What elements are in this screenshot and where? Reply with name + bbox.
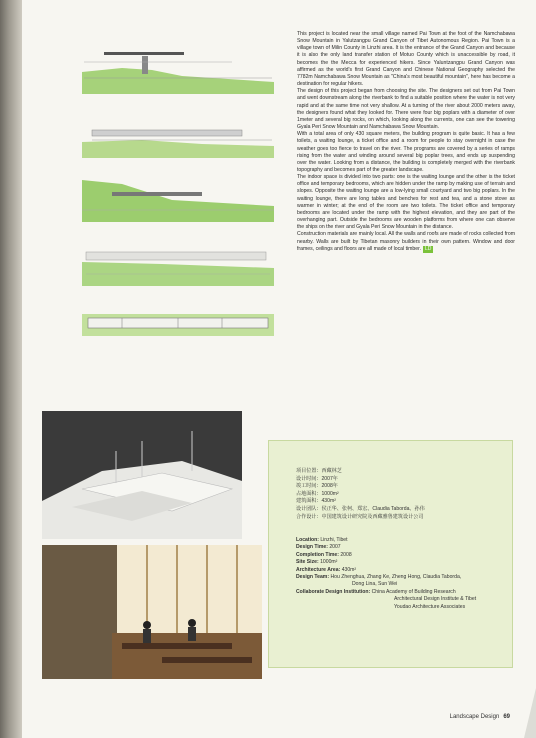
elevation-drawing-5 xyxy=(82,298,274,350)
page-footer xyxy=(450,714,510,720)
en-collaborate-cont-2: Youdao Architecture Associates xyxy=(394,603,466,610)
project-info-english xyxy=(296,537,506,611)
page-corner-decoration xyxy=(524,688,536,738)
en-collaborate-cont-1: Architectural Design Institute & Tibet xyxy=(394,596,477,603)
cn-architecture-area: 建筑面积：430m² xyxy=(296,498,336,505)
cn-location: 项目位置：西藏林芝 xyxy=(296,468,342,474)
en-design-team-cont: Dong Lina, Sun Wei xyxy=(352,581,398,588)
en-completion-time: Completion Time: 2008 xyxy=(296,551,352,558)
paragraph-5-text: Construction materials are mainly local. All the walls and roofs are made of rocks collected from nearby. Walls are built by Tibetan masonry builders in their own pattern. Window and door frames, ceilings and floors are all made of local timber. xyxy=(297,231,515,252)
elevation-drawing-3 xyxy=(82,170,274,222)
paragraph-2: The design of this project began from choosing the site. The designers set out from Pai Town and went downstream along the riverbank to find a suitable position where the water is not very rapid and at the same time not very shallow. At a turning of the river about 2000 meters away, the designers found what they looked for. There were four big poplars with a diameter of over 1meter and several big rocks, on which, looking along the currents, one can see the towering Gyala Peri Snow Mountain and Namchabawa Snow Mountain. xyxy=(297,88,515,131)
en-architecture-area: Architecture Area: 430m² xyxy=(296,566,357,573)
paragraph-1: This project is located near the small village named Pai Town at the foot of the Namchabawa Snow Mountain in Yalutzangpu Grand Canyon of Tibet Autonomous Region. Pai Town is a village town of Milin County in Linzhi area. It is the entrance of the Grand Canyon and because it is also the only land transfer station of Motuo County which is unaccessible by road, it becomes the the Mecca for experienced hikers. Since Yaluntzangpu Grand Canyon was affirmed as the world's first Grand Canyon and Chinese National Geography selected the 7782m Namchabawa Snow Mountain as "China's most beautiful mountain", here has become a destination for regular hikers. xyxy=(297,31,515,88)
paragraph-4: The indoor space is divided into two parts: one is the waiting lounge and the other is the ticket office and temporary bedrooms, which are hidden under the ramp by making use of terrain and slopes. Opposite the waiting lounge are a low-lying small courtyard and two big poplars. In the waiting lounge, there are long tables and benches for rest and tea, and a stone stove as warmer in winter; at the end of the room are two toilets. The ticket office and temporary bedrooms are located under the ramp with the highest elevation, and they are part of the overhanging part. Outside the bedrooms are wooden platforms from where one can observe the ships on the river and Gyala Peri Snow Mountain in the distance. xyxy=(297,174,515,231)
en-collaborate: Collaborate Design Institution: China Academy of Building Research xyxy=(296,588,456,595)
cn-collaborate: 合作设计：中国建筑设计研究院及西藏雅鲁建筑设计公司 xyxy=(296,513,424,520)
book-spine xyxy=(0,0,22,738)
section-tag: LD xyxy=(425,245,432,252)
article-body xyxy=(297,31,515,253)
elevation-drawing-2 xyxy=(82,106,274,158)
en-site-size: Site Size: 1000m² xyxy=(296,559,338,566)
paragraph-3: With a total area of only 430 square meters, the building program is quite basic. It has a few toilets, a waiting lounge, a ticket office and a room for people to stay overnight in case the weather goes too fierce to travel on the river. The programs are covered by a series of ramps rising from the water and winding around several big poplar trees, and ends up suspending over the water. Looking from a distance, the building is completely merged with the riverbank topography and becomes part of the greater landscape. xyxy=(297,131,515,173)
cn-design-time: 设计时间：2007年 xyxy=(296,475,338,482)
elevation-drawing-1 xyxy=(82,42,274,94)
footer-section: Landscape Design xyxy=(449,714,500,720)
en-design-team: Design Team: Hou Zhenghua, Zhang Ke, Zheng Hong, Claudia Taborda, xyxy=(296,574,462,581)
paragraph-5 xyxy=(297,231,515,252)
en-location: Location: Linzhi, Tibet xyxy=(296,537,348,543)
elevation-drawing-4 xyxy=(82,234,274,286)
page-number: 69 xyxy=(503,714,510,720)
project-info-chinese xyxy=(296,468,425,521)
model-photo xyxy=(42,411,242,539)
cn-completion-time: 竣工时间：2008年 xyxy=(296,483,338,490)
interior-photo xyxy=(42,545,262,679)
cn-design-team: 设计团队：侯正华、张柯、郑宏、Claudia Taborda、孙伟 xyxy=(296,505,425,512)
en-design-time: Design Time: 2007 xyxy=(296,544,341,551)
elevation-drawings xyxy=(82,42,274,362)
cn-site-size: 占地面积：1000m² xyxy=(296,490,339,497)
